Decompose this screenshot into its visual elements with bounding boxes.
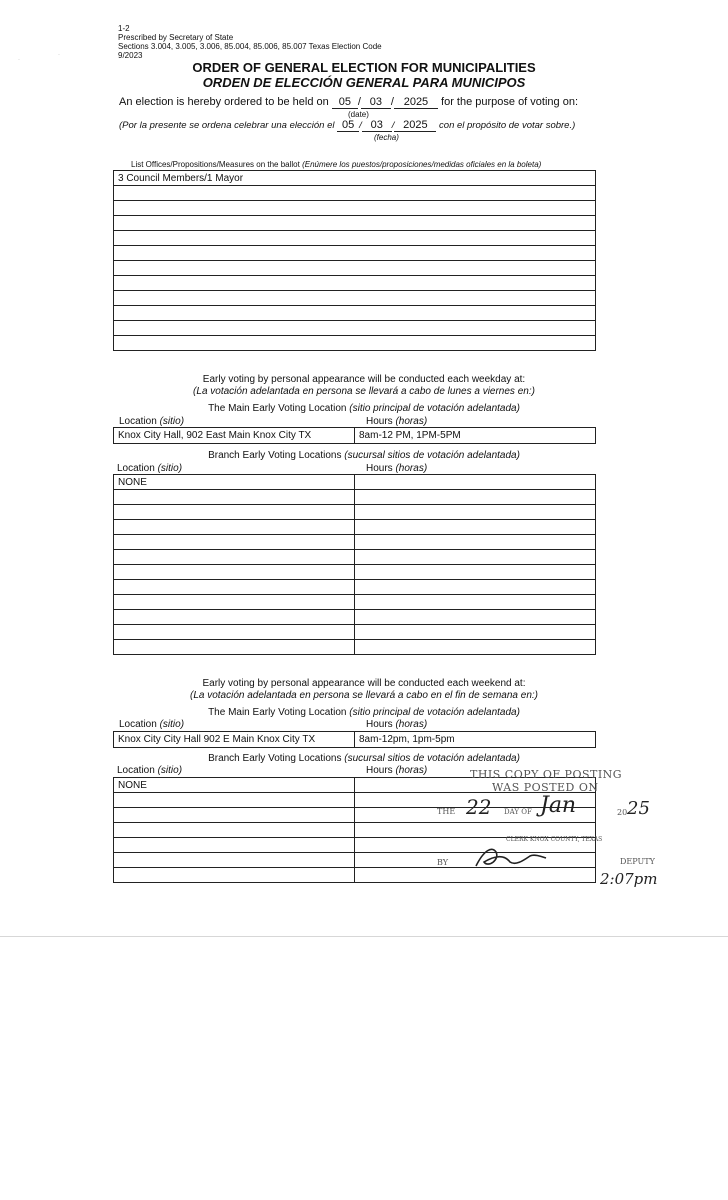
table-row — [114, 291, 596, 306]
election-year: 2025 — [394, 96, 438, 109]
weekend-main-location: Knox City City Hall 902 E Main Knox City TX — [114, 732, 355, 748]
weekend-branch-label-spanish: (sucursal sitios de votación adelantada) — [344, 753, 520, 764]
table-cell — [114, 246, 596, 261]
table-row — [114, 535, 596, 550]
election-month-es: 05 — [337, 119, 359, 132]
table-row — [114, 625, 596, 640]
table-row — [114, 490, 596, 505]
table-row — [114, 201, 596, 216]
hours-cell — [355, 640, 596, 655]
weekday-branch-location-header — [117, 463, 182, 474]
location-cell — [114, 853, 355, 868]
table-row — [114, 732, 596, 748]
location-cell: NONE — [114, 475, 355, 490]
table-row — [114, 520, 596, 535]
location-label-spanish: (sitio) — [157, 765, 183, 776]
title-spanish: ORDEN DE ELECCIÓN GENERAL PARA MUNICIPOS — [202, 75, 526, 90]
hours-cell — [355, 535, 596, 550]
hours-label-spanish: (horas) — [395, 463, 428, 474]
location-label: Location — [117, 765, 155, 776]
weekday-main-hours: 8am-12 PM, 1PM-5PM — [355, 428, 596, 444]
page-edge — [0, 936, 728, 937]
hours-label: Hours — [366, 463, 393, 474]
table-row — [114, 580, 596, 595]
weekday-branch-table — [113, 474, 596, 655]
table-cell — [114, 276, 596, 291]
weekend-branch-label — [0, 753, 728, 764]
fecha-label: (fecha) — [374, 133, 399, 142]
weekday-branch-hours-header — [366, 463, 427, 474]
location-cell — [114, 550, 355, 565]
location-label-spanish: (sitio) — [159, 719, 185, 730]
sections-reference: Sections 3.004, 3.005, 3.006, 85.004, 85.006, 85.007 Texas Election Code — [118, 42, 382, 51]
prescribed-by: Prescribed by Secretary of State — [118, 33, 234, 42]
weekday-main-label — [0, 403, 728, 414]
location-cell — [114, 535, 355, 550]
table-cell — [114, 306, 596, 321]
table-row — [114, 640, 596, 655]
weekday-branch-label-spanish: (sucursal sitios de votación adelantada) — [344, 450, 520, 461]
scan-speck: · — [58, 52, 60, 58]
table-row — [114, 610, 596, 625]
weekday-main-location: Knox City Hall, 902 East Main Knox City TX — [114, 428, 355, 444]
table-row — [114, 246, 596, 261]
offices-label-english: List Offices/Propositions/Measures on the ballot — [131, 160, 300, 169]
weekend-branch-location-header — [117, 765, 182, 776]
table-row — [114, 595, 596, 610]
hours-cell — [355, 490, 596, 505]
weekend-main-label-english: The Main Early Voting Location — [208, 707, 347, 718]
stamp-handwritten-day: 22 — [466, 795, 492, 819]
table-row — [114, 231, 596, 246]
table-row — [114, 216, 596, 231]
offices-table — [113, 170, 596, 351]
election-line-spanish: (Por la presente se ordena celebrar una elección el 05 / 03 / 2025 con el propósito de votar sobre.) — [119, 119, 576, 131]
table-cell — [114, 216, 596, 231]
location-label-spanish: (sitio) — [157, 463, 183, 474]
table-row — [114, 321, 596, 336]
stamp-line-1: THIS COPY OF POSTING — [470, 768, 623, 781]
location-label: Location — [119, 719, 157, 730]
location-cell — [114, 580, 355, 595]
weekday-intro-english: Early voting by personal appearance will be conducted each weekday at: — [202, 374, 526, 385]
weekend-hours-header — [366, 719, 427, 730]
weekday-branch-label-english: Branch Early Voting Locations — [208, 450, 342, 461]
hours-label: Hours — [366, 719, 393, 730]
election-suffix-es: con el propósito de votar sobre.) — [439, 120, 576, 131]
stamp-line-2: WAS POSTED ON — [492, 781, 599, 794]
stamp-day-of: DAY OF — [504, 808, 532, 816]
stamp-county: CLERK KNOX COUNTY, TEXAS — [506, 836, 603, 843]
weekend-branch-hours-header — [366, 765, 427, 776]
table-cell — [114, 261, 596, 276]
location-cell — [114, 868, 355, 883]
location-cell — [114, 565, 355, 580]
table-row — [114, 186, 596, 201]
table-row — [114, 793, 596, 808]
table-row — [114, 475, 596, 490]
location-label: Location — [117, 463, 155, 474]
scan-speck: · — [18, 57, 20, 63]
stamp-handwritten-year: 25 — [627, 798, 650, 819]
hours-cell — [355, 625, 596, 640]
hours-cell — [355, 565, 596, 580]
location-cell — [114, 808, 355, 823]
stamp-by: BY — [437, 858, 449, 867]
election-prefix-es: (Por la presente se ordena celebrar una elección el — [119, 120, 335, 131]
election-day: 03 — [361, 96, 391, 109]
location-cell — [114, 640, 355, 655]
weekend-main-hours: 8am-12pm, 1pm-5pm — [355, 732, 596, 748]
hours-cell — [355, 580, 596, 595]
stamp-the: THE — [437, 807, 456, 816]
election-prefix: An election is hereby ordered to be held on — [119, 96, 329, 108]
weekday-location-header — [119, 416, 184, 427]
location-cell — [114, 520, 355, 535]
weekend-main-label-spanish: (sitio principal de votación adelantada) — [349, 707, 520, 718]
hours-label: Hours — [366, 765, 393, 776]
stamp-handwritten-month: Jan — [540, 793, 577, 818]
title-english: ORDER OF GENERAL ELECTION FOR MUNICIPALITIES — [192, 60, 536, 75]
weekend-intro-spanish: (La votación adelantada en persona se llevará a cabo en el fin de semana en:) — [189, 690, 538, 701]
table-row — [114, 550, 596, 565]
table-cell — [114, 201, 596, 216]
election-day-es: 03 — [362, 119, 392, 132]
location-cell: NONE — [114, 778, 355, 793]
hours-cell — [355, 550, 596, 565]
weekday-main-label-spanish: (sitio principal de votación adelantada) — [349, 403, 520, 414]
offices-label — [131, 160, 541, 169]
weekend-branch-label-english: Branch Early Voting Locations — [208, 753, 342, 764]
weekday-main-table — [113, 427, 596, 444]
election-year-es: 2025 — [394, 119, 436, 132]
table-row — [114, 336, 596, 351]
election-line-english: An election is hereby ordered to be held on 05 / 03 / 2025 for the purpose of voting on: — [119, 96, 578, 108]
election-suffix: for the purpose of voting on: — [441, 96, 578, 108]
weekday-hours-header — [366, 416, 427, 427]
location-cell — [114, 838, 355, 853]
table-row — [114, 428, 596, 444]
table-row — [114, 171, 596, 186]
table-cell — [114, 186, 596, 201]
offices-label-spanish: (Enúmere los puestos/proposiciones/medidas oficiales en la boleta) — [302, 160, 542, 169]
location-cell — [114, 625, 355, 640]
hours-label-spanish: (horas) — [395, 416, 428, 427]
hours-cell — [355, 475, 596, 490]
table-cell — [114, 321, 596, 336]
weekday-main-label-english: The Main Early Voting Location — [208, 403, 347, 414]
table-cell — [114, 291, 596, 306]
location-label-spanish: (sitio) — [159, 416, 185, 427]
stamp-deputy: DEPUTY — [620, 857, 655, 866]
table-row — [114, 565, 596, 580]
location-cell — [114, 490, 355, 505]
hours-cell — [355, 505, 596, 520]
date-label: (date) — [348, 110, 369, 119]
location-cell — [114, 793, 355, 808]
hours-label-spanish: (horas) — [395, 765, 428, 776]
election-month: 05 — [332, 96, 358, 109]
revision-date: 9/2023 — [118, 51, 143, 60]
signature-icon — [470, 842, 550, 872]
weekday-branch-label — [0, 450, 728, 461]
weekday-intro-spanish: (La votación adelantada en persona se llevará a cabo de lunes a viernes en:) — [193, 386, 535, 397]
location-cell — [114, 610, 355, 625]
form-number: 1-2 — [118, 24, 130, 33]
table-cell: 3 Council Members/1 Mayor — [114, 171, 596, 186]
location-cell — [114, 823, 355, 838]
weekend-main-label — [0, 707, 728, 718]
table-row — [114, 306, 596, 321]
weekend-intro-english: Early voting by personal appearance will be conducted each weekend at: — [202, 678, 526, 689]
stamp-handwritten-time: 2:07pm — [600, 870, 658, 888]
location-label: Location — [119, 416, 157, 427]
weekend-location-header — [119, 719, 184, 730]
table-row — [114, 505, 596, 520]
weekend-main-table — [113, 731, 596, 748]
table-cell — [114, 336, 596, 351]
hours-cell — [355, 610, 596, 625]
hours-label: Hours — [366, 416, 393, 427]
location-cell — [114, 505, 355, 520]
table-row — [114, 261, 596, 276]
location-cell — [114, 595, 355, 610]
table-cell — [114, 231, 596, 246]
hours-cell — [355, 595, 596, 610]
table-row — [114, 276, 596, 291]
hours-cell — [355, 520, 596, 535]
hours-label-spanish: (horas) — [395, 719, 428, 730]
stamp-year-prefix: 20 — [617, 808, 628, 817]
